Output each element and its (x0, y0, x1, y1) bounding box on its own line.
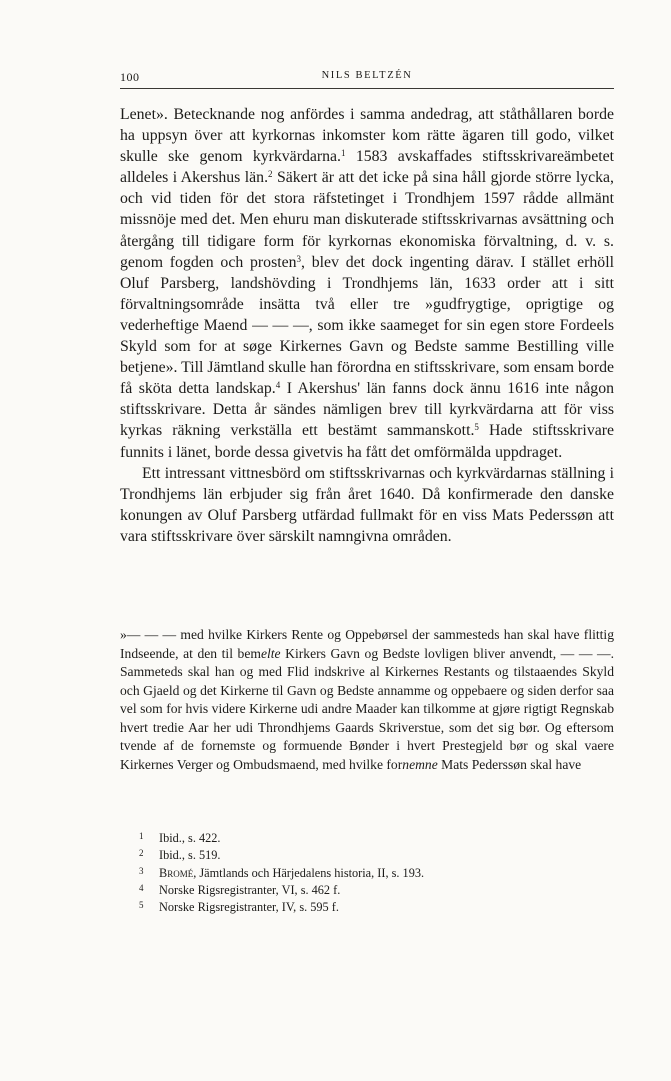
footnote (139, 865, 609, 882)
quote-emphasis: elte (260, 645, 281, 661)
page-number: 100 (120, 70, 140, 84)
paragraph-1-text: , blev det dock ingenting därav. I stället erhöll Oluf Parsberg, landshövding i Trondhjems län, 1633 order att i sitt förvaltningsområde insätta två eller tre »gudfrygtige, oprigtige og vederheftige Maend — — —, som ikke saameget for sin egen store Fordeels Skyld som for at søge Kirkernes Gavn og Bedste samme Bestilling ville betjene». Till Jämtland skulle han förordna en stiftsskrivare, som ensam borde få sköta detta landskap. (120, 253, 614, 398)
footnote-ref-3: 3 (296, 253, 302, 264)
footnotes (139, 830, 609, 916)
footnote-text: Norske Rigsregistranter, VI, s. 462 f. (159, 882, 341, 897)
footnote-ref-4: 4 (275, 380, 281, 391)
paragraph-1-text: Lenet». Betecknande nog anfördes i samma andedrag, att ståthållaren borde ha uppsyn över att kyrkornas inkomster kom rätte ägaren till godo, vilket skulle ske genom kyrkvärdarna. (120, 106, 614, 166)
footnote (139, 830, 609, 847)
footnote-ref-5: 5 (474, 422, 479, 433)
footnote-text: , Jämtlands och Härjedalens historia, II, s. 193. (193, 865, 425, 880)
footnote-number: 3 (139, 865, 144, 876)
footnote-ref-1: 1 (340, 148, 346, 159)
footnote-number: 1 (139, 831, 144, 841)
block-quote (120, 626, 614, 774)
quote-text: »— — — med hvilke Kirkers Rente og Oppebørsel der sammesteds han skal have flittig Indseende, at den til bem (120, 627, 614, 661)
footnote (139, 847, 609, 864)
footnote-number: 2 (139, 848, 144, 859)
footnote-text: Ibid., s. 519. (159, 848, 221, 863)
paragraph-1-text: I Akershus' län fanns dock ännu 1616 inte någon stiftsskrivare. Detta år sändes nämligen brev till kyrkvärdarna att för viss kyrkas räkning verkställa ett bestämt sammanskott. (120, 380, 615, 440)
main-text (120, 104, 614, 547)
quote-emphasis: nemne (402, 756, 438, 772)
footnote-number: 5 (139, 900, 144, 911)
footnote-text: Norske Rigsregistranter, IV, s. 595 f. (159, 900, 339, 915)
footnote-text: Ibid., s. 422. (159, 831, 221, 845)
paragraph-1-text: Säkert är att det icke på sina håll gjorde större lycka, och vid tiden för det stora räfstetinget i Trondhjem 1597 rådde allmänt missnöje med det. Men ehuru man diskuterade stiftsskrivarnas avsättning och återgång till tidigare form för kyrkornas ekonomiska förvaltning, d. v. s. genom fogden och prosten (120, 169, 614, 271)
footnote-author: Bromé (159, 865, 194, 880)
quote-text: Kirkers Gavn og Bedste lovligen bliver anvendt, — — —. Sammeteds skal han og med Flid indskrive al Kirkernes Restants og tilstaaendes Skyld och Gjaeld og det Kirkerne til Gavn og Bedste annamme og oppebaere og siden derfor saa vel som for hvis videre Kirkerne udi andre Maader kan tilkomme at gjøre rigtigt Regnskab hvert tredie Aar her udi Throndhjems Gaards Skriverstue, som det sig bør. Og eftersom tvende af de fornemste og formuende Bønder i hvert Prestegjeld bør og skal vaere Kirkernes Verger og Ombudsmaend, med hvilke for (120, 645, 614, 772)
paragraph-2: Ett intressant vittnesbörd om stiftsskrivarnas och kyrkvärdarnas ställning i Trondhjems län erbjuder sig från året 1640. Då konfirmerade den danske konungen av Oluf Parsberg utfärdad fullmakt för en viss Mats Pederssøn att vara stiftsskrivare över särskilt namngivna områden. (120, 464, 614, 545)
paragraph-1 (120, 104, 614, 463)
footnote (139, 882, 609, 899)
running-head: NILS BELTZÉN (321, 70, 413, 81)
page-header (120, 70, 614, 89)
paragraph-1-text: 1583 avskaffades stiftsskrivareämbetet alldeles i Akershus län. (120, 148, 614, 187)
paragraph-1-text: Hade stiftsskrivare funnits i länet, borde dessa givetvis ha fått det omförmälda uppdraget. (120, 422, 615, 461)
quote-text: Mats Pederssøn skal have (437, 756, 582, 772)
footnote-ref-2: 2 (268, 169, 273, 180)
footnote-number: 4 (139, 882, 144, 893)
footnote (139, 899, 609, 916)
